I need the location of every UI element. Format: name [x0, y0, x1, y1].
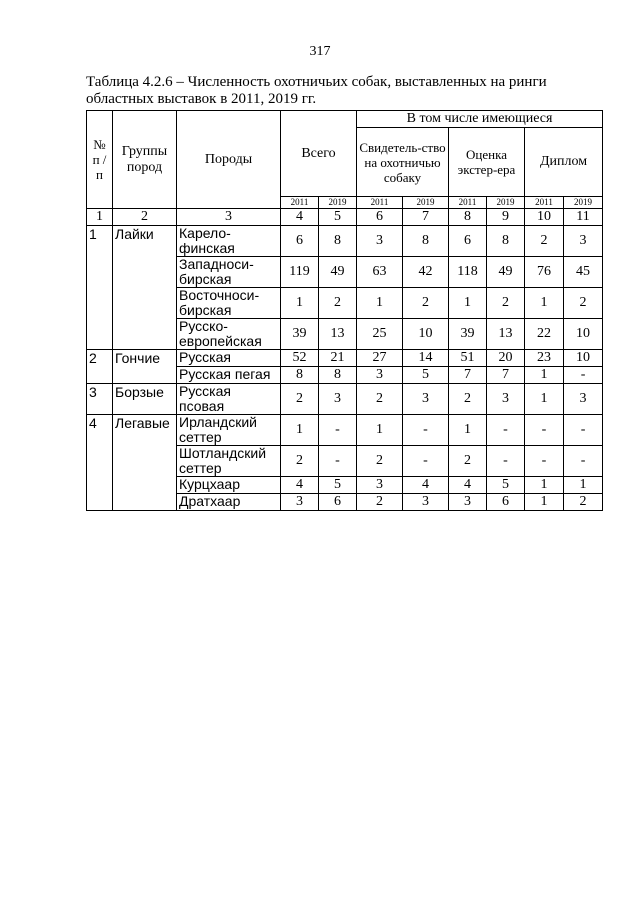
value-cell: 5 [403, 367, 449, 384]
value-cell: 39 [449, 319, 487, 350]
header-exterior: Оценка экстер-ера [449, 128, 525, 197]
value-cell: 3 [449, 494, 487, 511]
table-row [87, 384, 603, 415]
value-cell: 4 [449, 477, 487, 494]
column-index: 1 [87, 209, 113, 226]
breed-name: Ирландский сеттер [177, 415, 281, 446]
group-number: 3 [87, 384, 113, 415]
group-number: 1 [87, 226, 113, 350]
value-cell: 3 [403, 494, 449, 511]
header-breed: Породы [177, 111, 281, 209]
value-cell: 1 [525, 384, 564, 415]
group-name: Лайки [113, 226, 177, 350]
value-cell: 6 [487, 494, 525, 511]
value-cell: 8 [319, 367, 357, 384]
group-name: Гончие [113, 350, 177, 384]
column-index: 8 [449, 209, 487, 226]
column-index: 5 [319, 209, 357, 226]
table-body [87, 209, 603, 511]
value-cell: 1 [357, 288, 403, 319]
value-cell: 3 [281, 494, 319, 511]
year-header: 2011 [281, 197, 319, 209]
value-cell: 2 [357, 384, 403, 415]
value-cell: - [403, 415, 449, 446]
value-cell: 2 [357, 494, 403, 511]
breed-name: Русская пегая [177, 367, 281, 384]
value-cell: 52 [281, 350, 319, 367]
year-header: 2011 [449, 197, 487, 209]
value-cell: 4 [281, 477, 319, 494]
year-header: 2019 [564, 197, 603, 209]
value-cell: 2 [449, 446, 487, 477]
value-cell: 22 [525, 319, 564, 350]
value-cell: 23 [525, 350, 564, 367]
header-total: Всего [281, 111, 357, 197]
column-index: 4 [281, 209, 319, 226]
value-cell: 39 [281, 319, 319, 350]
header-num: № п / п [87, 111, 113, 209]
value-cell: 3 [487, 384, 525, 415]
column-index: 2 [113, 209, 177, 226]
value-cell: 49 [487, 257, 525, 288]
value-cell: 6 [449, 226, 487, 257]
breed-name: Дратхаар [177, 494, 281, 511]
value-cell: 118 [449, 257, 487, 288]
value-cell: 2 [357, 446, 403, 477]
value-cell: 1 [525, 367, 564, 384]
year-header: 2011 [357, 197, 403, 209]
value-cell: 2 [525, 226, 564, 257]
value-cell: 42 [403, 257, 449, 288]
value-cell: 27 [357, 350, 403, 367]
column-index: 7 [403, 209, 449, 226]
value-cell: 2 [487, 288, 525, 319]
value-cell: 2 [449, 384, 487, 415]
value-cell: 5 [319, 477, 357, 494]
breed-name: Курцхаар [177, 477, 281, 494]
value-cell: 4 [403, 477, 449, 494]
value-cell: 2 [564, 288, 603, 319]
value-cell: 7 [487, 367, 525, 384]
value-cell: 45 [564, 257, 603, 288]
breed-name: Шотландский сеттер [177, 446, 281, 477]
table-header [87, 111, 603, 209]
value-cell: 5 [487, 477, 525, 494]
value-cell: 2 [564, 494, 603, 511]
value-cell: 1 [281, 288, 319, 319]
value-cell: 3 [357, 367, 403, 384]
year-header: 2019 [319, 197, 357, 209]
header-including: В том числе имеющиеся [357, 111, 603, 128]
value-cell: 25 [357, 319, 403, 350]
breed-name: Восточноси-бирская [177, 288, 281, 319]
value-cell: - [319, 446, 357, 477]
value-cell: 2 [403, 288, 449, 319]
breed-name: Карело-финская [177, 226, 281, 257]
value-cell: 49 [319, 257, 357, 288]
table-row [87, 350, 603, 367]
value-cell: 14 [403, 350, 449, 367]
value-cell: 13 [487, 319, 525, 350]
value-cell: 10 [564, 350, 603, 367]
value-cell: 1 [564, 477, 603, 494]
value-cell: - [564, 415, 603, 446]
group-name: Легавые [113, 415, 177, 511]
column-index: 9 [487, 209, 525, 226]
value-cell: 119 [281, 257, 319, 288]
breed-name: Русская псовая [177, 384, 281, 415]
header-diploma: Диплом [525, 128, 603, 197]
value-cell: 8 [487, 226, 525, 257]
value-cell: - [319, 415, 357, 446]
column-index-row [87, 209, 603, 226]
value-cell: 6 [281, 226, 319, 257]
value-cell: 2 [281, 384, 319, 415]
column-index: 3 [177, 209, 281, 226]
breed-name: Западноси-бирская [177, 257, 281, 288]
value-cell: 2 [319, 288, 357, 319]
year-header: 2019 [487, 197, 525, 209]
value-cell: 3 [319, 384, 357, 415]
value-cell: 1 [449, 288, 487, 319]
value-cell: - [564, 446, 603, 477]
value-cell: 10 [564, 319, 603, 350]
breed-name: Русская [177, 350, 281, 367]
value-cell: 3 [564, 226, 603, 257]
value-cell: 3 [564, 384, 603, 415]
table-caption: Таблица 4.2.6 – Численность охотничьих собак, выставленных на ринги областных выставок в 2011, 2019 гг. [86, 74, 547, 107]
value-cell: 76 [525, 257, 564, 288]
value-cell: 51 [449, 350, 487, 367]
header-group: Группы пород [113, 111, 177, 209]
column-index: 6 [357, 209, 403, 226]
value-cell: 3 [357, 477, 403, 494]
value-cell: 1 [449, 415, 487, 446]
value-cell: 1 [525, 477, 564, 494]
value-cell: 13 [319, 319, 357, 350]
value-cell: - [564, 367, 603, 384]
breed-name: Русско-европейская [177, 319, 281, 350]
value-cell: 63 [357, 257, 403, 288]
value-cell: 3 [357, 226, 403, 257]
table-row [87, 415, 603, 446]
header-certificate: Свидетель-ство на охотничью собаку [357, 128, 449, 197]
table-row [87, 226, 603, 257]
value-cell: 2 [281, 446, 319, 477]
year-header: 2011 [525, 197, 564, 209]
column-index: 11 [564, 209, 603, 226]
value-cell: - [403, 446, 449, 477]
value-cell: 8 [319, 226, 357, 257]
value-cell: 3 [403, 384, 449, 415]
value-cell: 1 [525, 494, 564, 511]
value-cell: 21 [319, 350, 357, 367]
value-cell: 20 [487, 350, 525, 367]
value-cell: 7 [449, 367, 487, 384]
value-cell: - [525, 446, 564, 477]
year-header: 2019 [403, 197, 449, 209]
value-cell: 8 [403, 226, 449, 257]
value-cell: - [487, 446, 525, 477]
value-cell: - [525, 415, 564, 446]
value-cell: - [487, 415, 525, 446]
value-cell: 1 [525, 288, 564, 319]
group-number: 2 [87, 350, 113, 384]
value-cell: 1 [281, 415, 319, 446]
value-cell: 8 [281, 367, 319, 384]
value-cell: 6 [319, 494, 357, 511]
column-index: 10 [525, 209, 564, 226]
group-number: 4 [87, 415, 113, 511]
value-cell: 10 [403, 319, 449, 350]
page-number: 317 [309, 44, 331, 59]
value-cell: 1 [357, 415, 403, 446]
group-name: Борзые [113, 384, 177, 415]
dog-count-table [86, 110, 603, 511]
